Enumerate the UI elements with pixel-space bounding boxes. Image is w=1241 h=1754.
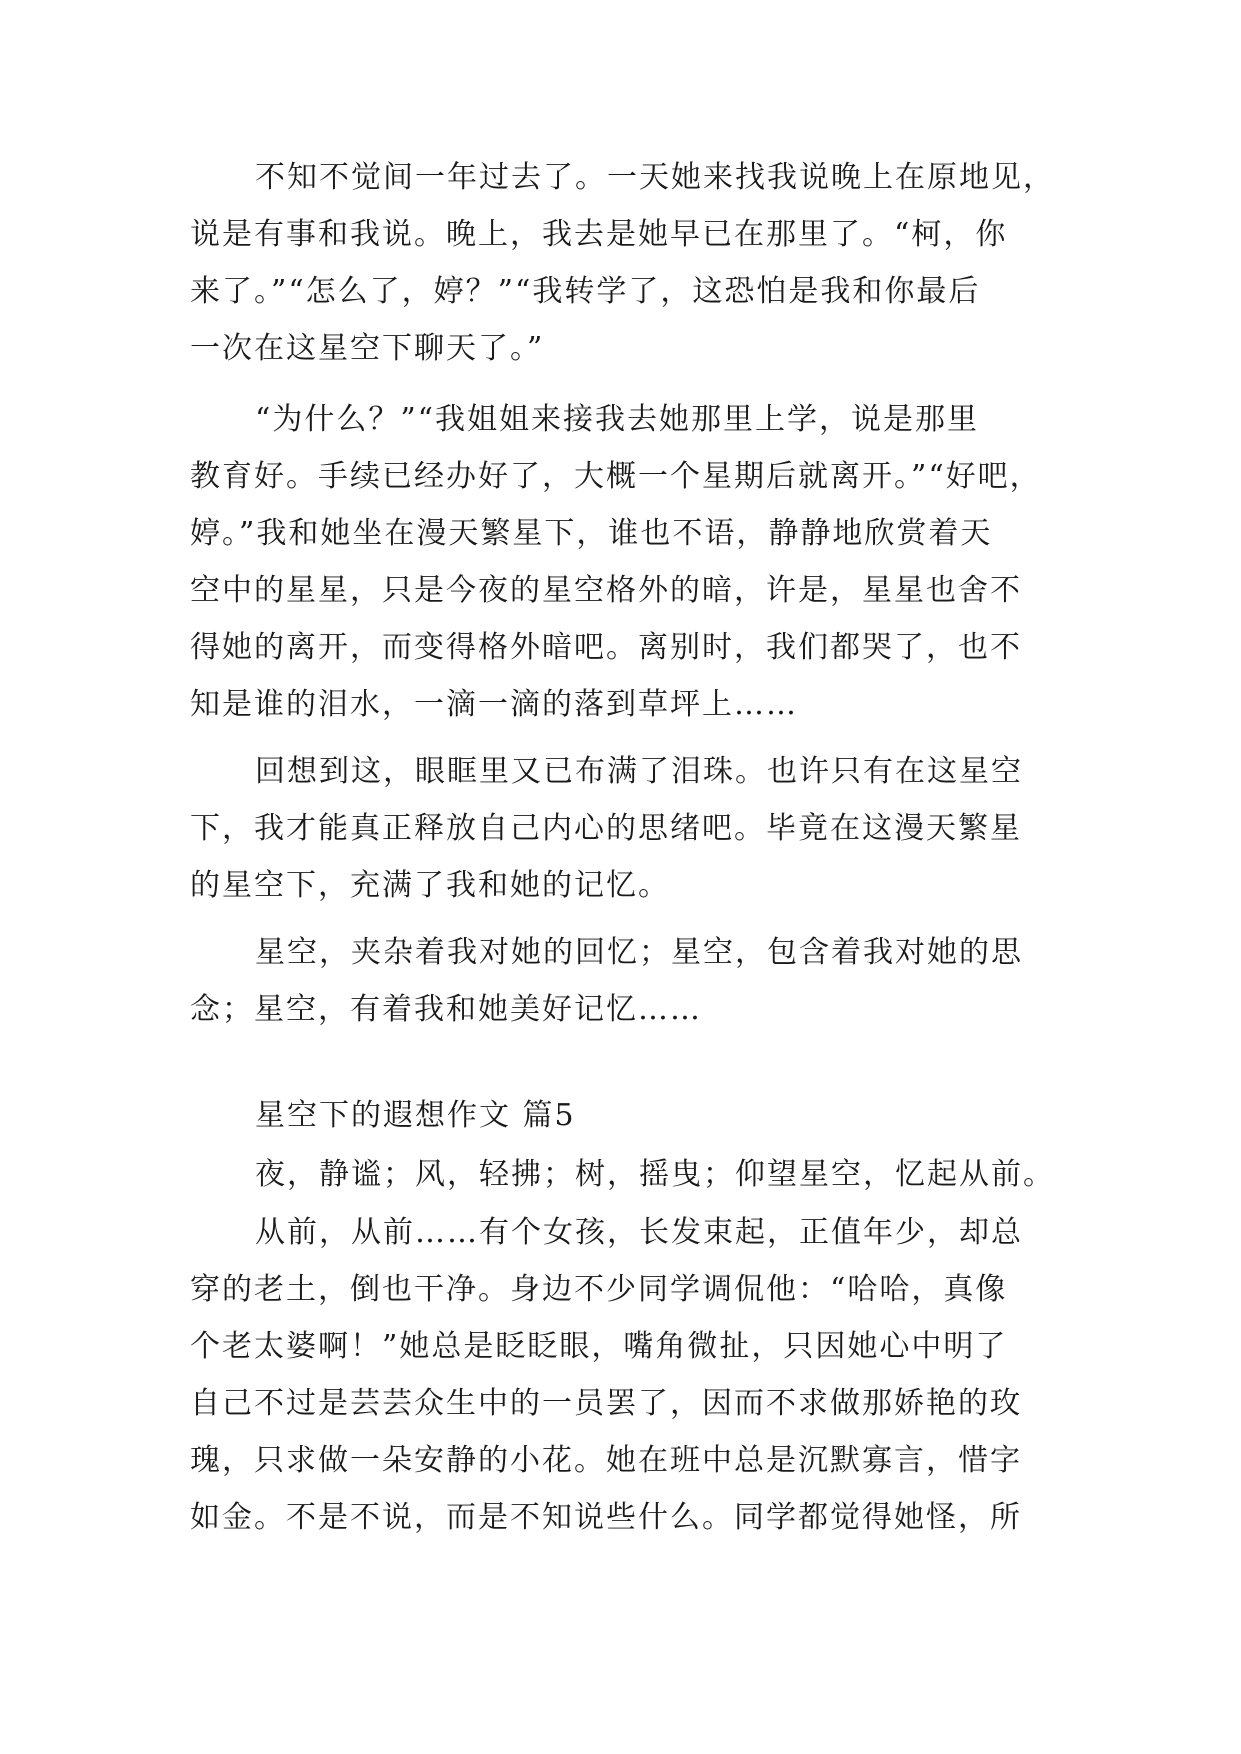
- section-heading: 星空下的遐想作文 篇5: [255, 1098, 576, 1133]
- text-line: “为什么？”“我姐姐来接我去她那里上学，说是那里: [255, 402, 980, 437]
- text-line: 说是有事和我说。晚上，我去是她早已在那里了。“柯，你: [190, 217, 1008, 252]
- text-line: 不知不觉间一年过去了。一天她来找我说晚上在原地见，: [255, 160, 1055, 195]
- text-line: 的星空下，充满了我和她的记忆。: [190, 868, 670, 903]
- text-line: 来了。”“怎么了，婷？”“我转学了，这恐怕是我和你最后: [190, 274, 981, 309]
- text-line: 一次在这星空下聊天了。”: [190, 331, 545, 366]
- text-line: 空中的星星，只是今夜的星空格外的暗，许是，星星也舍不: [190, 573, 1022, 608]
- text-line: 回想到这，眼眶里又已布满了泪珠。也许只有在这星空: [255, 754, 1023, 789]
- text-line: 下，我才能真正释放自己内心的思绪吧。毕竟在这漫天繁星: [190, 811, 1022, 846]
- text-line: 念；星空，有着我和她美好记忆……: [190, 992, 702, 1027]
- text-line: 知是谁的泪水，一滴一滴的落到草坪上……: [190, 687, 798, 722]
- text-line: 从前，从前……有个女孩，长发束起，正值年少，却总: [255, 1215, 1023, 1250]
- text-line: 自己不过是芸芸众生中的一员罢了，因而不求做那娇艳的玫: [190, 1386, 1022, 1421]
- text-line: 如金。不是不说，而是不知说些什么。同学都觉得她怪，所: [190, 1500, 1022, 1535]
- text-line: 婷。”我和她坐在漫天繁星下，谁也不语，静静地欣赏着天: [190, 516, 993, 551]
- text-line: 瑰，只求做一朵安静的小花。她在班中总是沉默寡言，惜字: [190, 1443, 1022, 1478]
- text-line: 夜，静谧；风，轻拂；树，摇曳；仰望星空，忆起从前。: [255, 1157, 1055, 1192]
- text-line: 星空，夹杂着我对她的回忆；星空，包含着我对她的思: [255, 935, 1023, 970]
- text-line: 穿的老土，倒也干净。身边不少同学调侃他：“哈哈，真像: [190, 1272, 1008, 1307]
- text-line: 教育好。手续已经办好了，大概一个星期后就离开。”“好吧，: [190, 459, 1042, 494]
- text-line: 个老太婆啊！”她总是眨眨眼，嘴角微扯，只因她心中明了: [190, 1329, 1008, 1364]
- text-line: 得她的离开，而变得格外暗吧。离别时，我们都哭了，也不: [190, 630, 1022, 665]
